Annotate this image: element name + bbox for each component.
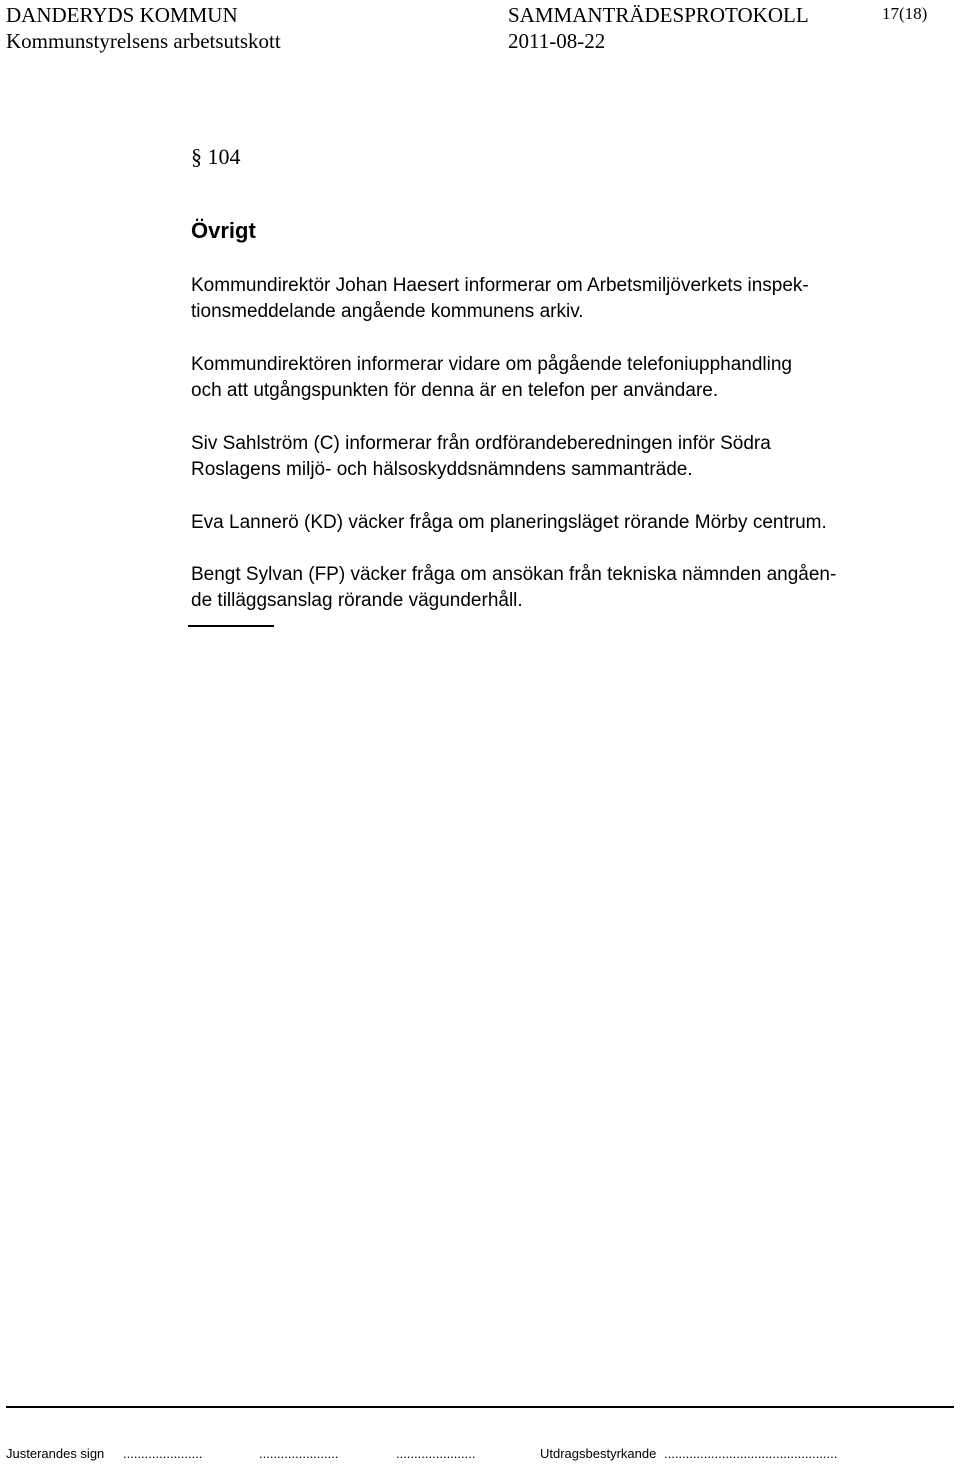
paragraph-line: Kommundirektör Johan Haesert informerar om Arbetsmiljöverkets inspek- <box>191 275 809 296</box>
meeting-date: 2011-08-22 <box>508 29 606 53</box>
paragraph-line: tionsmeddelande angående kommunens arkiv. <box>191 301 584 322</box>
paragraph-line: Bengt Sylvan (FP) väcker fråga om ansökan från tekniska nämnden angåen- <box>191 564 837 585</box>
justerandes-sign-label: Justerandes sign <box>6 1446 105 1461</box>
sign-line-2: ...................... <box>259 1446 339 1461</box>
committee-name: Kommunstyrelsens arbetsutskott <box>6 29 281 53</box>
paragraph-morby-centrum <box>191 510 911 536</box>
section-number: § 104 <box>191 144 241 169</box>
paragraph-ordforandeberedningen <box>191 431 911 483</box>
paragraph-line: Siv Sahlström (C) informerar från ordförandeberedningen inför Södra <box>191 433 771 454</box>
footer-divider <box>6 1406 954 1408</box>
utdragsbestyrkande-label: Utdragsbestyrkande <box>540 1446 657 1461</box>
municipality-name: DANDERYDS KOMMUN <box>6 3 238 27</box>
sign-line-1: ...................... <box>123 1446 203 1461</box>
paragraph-line: Roslagens miljö- och hälsoskyddsnämndens sammanträde. <box>191 459 693 480</box>
section-title: Övrigt <box>191 218 256 243</box>
paragraph-line: Eva Lannerö (KD) väcker fråga om planeringsläget rörande Mörby centrum. <box>191 512 827 533</box>
paragraph-line: och att utgångspunkten för denna är en telefon per användare. <box>191 380 719 401</box>
sign-line-3: ...................... <box>396 1446 476 1461</box>
paragraph-line: de tilläggsanslag rörande vägunderhåll. <box>191 590 523 611</box>
paragraph-arbetsmiljo <box>191 273 911 325</box>
document-type: SAMMANTRÄDESPROTOKOLL <box>508 3 809 27</box>
paragraph-vagunderhall <box>191 562 911 614</box>
utdrag-line: ................................................ <box>664 1446 838 1461</box>
paragraph-line: Kommundirektören informerar vidare om pågående telefoniupphandling <box>191 354 792 375</box>
page-number: 17(18) <box>882 4 928 23</box>
paragraph-telefoni <box>191 352 911 404</box>
section-end-rule <box>188 625 274 627</box>
